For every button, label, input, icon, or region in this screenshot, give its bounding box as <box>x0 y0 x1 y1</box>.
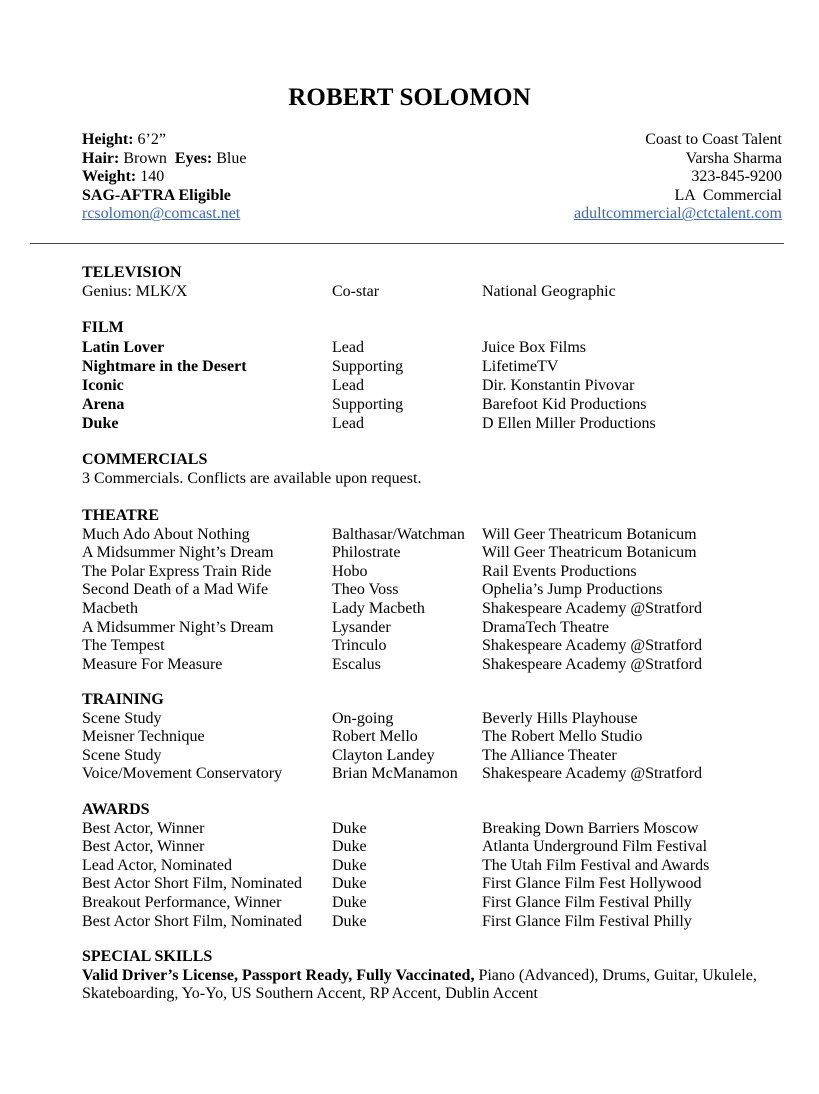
hair-label: Hair: <box>82 149 120 167</box>
credit-company: DramaTech Theatre <box>482 618 609 636</box>
award-festival: Atlanta Underground Film Festival <box>482 838 708 856</box>
eyes-value: Blue <box>212 149 247 167</box>
training-teacher: Clayton Landey <box>332 746 435 764</box>
credit-company: D Ellen Miller Productions <box>482 415 656 433</box>
credit-row <box>82 376 782 395</box>
training-school: Shakespeare Academy @Stratford <box>482 765 702 783</box>
credit-row <box>82 395 782 414</box>
credit-title: Iconic <box>82 377 124 394</box>
credit-role: Supporting <box>332 396 404 414</box>
credit-role: Co-star <box>332 282 380 300</box>
training-class: Voice/Movement Conservatory <box>82 765 283 783</box>
award-festival: First Glance Film Festival Philly <box>482 912 692 930</box>
section-commercials <box>82 451 782 488</box>
credit-role: Philostrate <box>332 544 401 562</box>
credit-title: Macbeth <box>82 599 138 617</box>
credit-role: Supporting <box>332 357 404 375</box>
credit-company: National Geographic <box>482 282 616 300</box>
agency-name: Coast to Coast Talent <box>645 131 782 148</box>
height-label: Height: <box>82 131 134 148</box>
section-heading: THEATRE <box>82 507 160 524</box>
award-project: Duke <box>332 912 367 930</box>
header-divider <box>30 243 784 244</box>
credit-role: Lead <box>332 338 364 356</box>
credit-title: The Polar Express Train Ride <box>82 562 272 580</box>
credit-company: Will Geer Theatricum Botanicum <box>482 525 697 543</box>
training-row <box>82 710 782 729</box>
credit-role: Lady Macbeth <box>332 599 425 617</box>
credit-role: Lead <box>332 377 364 394</box>
credit-title: Nightmare in the Desert <box>82 357 247 375</box>
hair-eyes-line <box>82 150 246 169</box>
section-heading: FILM <box>82 319 124 336</box>
credit-title: A Midsummer Night’s Dream <box>82 618 274 636</box>
section-awards <box>82 801 782 931</box>
eyes-label: Eyes: <box>174 149 213 167</box>
award-name: Best Actor, Winner <box>82 819 205 837</box>
weight-value: 140 <box>136 168 165 186</box>
actor-name: ROBERT SOLOMON <box>288 84 531 111</box>
skills-bold: Valid Driver’s License, Passport Ready, Fully Vaccinated, <box>82 966 475 984</box>
training-teacher: Robert Mello <box>332 728 418 746</box>
award-name: Best Actor Short Film, Nominated <box>82 875 302 893</box>
credit-title: A Midsummer Night’s Dream <box>82 544 274 562</box>
weight-line <box>82 168 246 187</box>
award-project: Duke <box>332 856 367 874</box>
section-film <box>82 319 782 434</box>
section-heading: COMMERCIALS <box>82 451 208 468</box>
height-line <box>82 131 246 150</box>
credit-row <box>82 656 782 675</box>
agency-phone: 323-845-9200 <box>691 168 782 186</box>
credit-title: Latin Lover <box>82 338 165 356</box>
award-name: Best Actor, Winner <box>82 838 205 856</box>
credit-company: Will Geer Theatricum Botanicum <box>482 544 697 562</box>
section-heading: SPECIAL SKILLS <box>82 948 213 965</box>
section-heading: TRAINING <box>82 691 164 708</box>
section-special-skills <box>82 948 782 1004</box>
section-heading: TELEVISION <box>82 264 182 281</box>
height-value: 6’2” <box>133 131 166 148</box>
award-project: Duke <box>332 875 367 893</box>
actor-email-link[interactable]: rcsolomon@comcast.net <box>82 205 241 223</box>
training-school: Beverly Hills Playhouse <box>482 709 638 727</box>
award-row <box>82 875 782 894</box>
credit-title: Measure For Measure <box>82 655 223 673</box>
training-row <box>82 728 782 747</box>
credit-role: Hobo <box>332 562 368 580</box>
union-status: SAG-AFTRA Eligible <box>82 186 231 204</box>
credit-role: Lysander <box>332 618 391 636</box>
section-heading: AWARDS <box>82 801 150 818</box>
credit-row <box>82 581 782 600</box>
agent-name: Varsha Sharma <box>685 149 782 167</box>
training-row <box>82 765 782 784</box>
credit-company: Rail Events Productions <box>482 562 637 580</box>
award-row <box>82 894 782 913</box>
award-festival: The Utah Film Festival and Awards <box>482 856 710 874</box>
credit-row <box>82 619 782 638</box>
award-row <box>82 820 782 839</box>
credit-title: Second Death of a Mad Wife <box>82 581 269 599</box>
credit-company: Barefoot Kid Productions <box>482 396 647 414</box>
award-row <box>82 857 782 876</box>
award-festival: First Glance Film Festival Philly <box>482 893 692 911</box>
credit-row <box>82 357 782 376</box>
credit-company: Juice Box Films <box>482 338 587 356</box>
section-theatre <box>82 507 782 674</box>
actor-stats <box>82 131 246 224</box>
training-row <box>82 747 782 766</box>
credit-title: Duke <box>82 415 119 433</box>
commercials-note: 3 Commercials. Conflicts are available upon request. <box>82 469 422 487</box>
credit-company: Shakespeare Academy @Stratford <box>482 655 702 673</box>
award-project: Duke <box>332 838 367 856</box>
training-class: Scene Study <box>82 746 162 764</box>
credit-row <box>82 637 782 656</box>
credit-role: Balthasar/Watchman <box>332 525 465 543</box>
credit-company: Ophelia’s Jump Productions <box>482 581 663 599</box>
award-name: Best Actor Short Film, Nominated <box>82 912 302 930</box>
skills-text <box>82 967 782 1004</box>
credit-row <box>82 414 782 433</box>
credit-row <box>82 283 782 302</box>
training-teacher: Brian McManamon <box>332 765 458 783</box>
award-row <box>82 838 782 857</box>
training-teacher: On-going <box>332 709 394 727</box>
award-name: Lead Actor, Nominated <box>82 856 232 874</box>
credit-role: Trinculo <box>332 637 387 655</box>
award-project: Duke <box>332 893 367 911</box>
section-television <box>82 264 782 301</box>
training-school: The Alliance Theater <box>482 746 617 764</box>
credit-title: Arena <box>82 396 125 414</box>
credit-company: Shakespeare Academy @Stratford <box>482 637 702 655</box>
credit-company: Dir. Konstantin Pivovar <box>482 377 635 394</box>
award-row <box>82 913 782 932</box>
credit-role: Theo Voss <box>332 581 399 599</box>
section-training <box>82 691 782 784</box>
credit-role: Escalus <box>332 655 381 673</box>
credit-role: Lead <box>332 415 364 433</box>
weight-label: Weight: <box>82 168 137 186</box>
credit-company: LifetimeTV <box>482 357 559 375</box>
award-festival: First Glance Film Fest Hollywood <box>482 875 702 893</box>
award-name: Breakout Performance, Winner <box>82 893 282 911</box>
award-project: Duke <box>332 819 367 837</box>
credit-title: Genius: MLK/X <box>82 282 188 300</box>
training-school: The Robert Mello Studio <box>482 728 643 746</box>
credit-title: The Tempest <box>82 637 165 655</box>
hair-value: Brown <box>119 149 175 167</box>
training-class: Meisner Technique <box>82 728 205 746</box>
agency-email-link[interactable]: adultcommercial@ctctalent.com <box>574 205 782 223</box>
credit-row <box>82 600 782 619</box>
training-class: Scene Study <box>82 709 162 727</box>
credit-row <box>82 563 782 582</box>
agency-department: LA Commercial <box>674 186 782 204</box>
skills-list: Piano (Advanced), Drums, Guitar, Ukulele, Skateboarding, Yo-Yo, US Southern Accent, RP Accent, Dublin Accent <box>82 966 757 1003</box>
credit-company: Shakespeare Academy @Stratford <box>482 599 702 617</box>
agency-contact <box>574 131 782 224</box>
credit-row <box>82 544 782 563</box>
credit-title: Much Ado About Nothing <box>82 525 250 543</box>
credit-row <box>82 526 782 545</box>
award-festival: Breaking Down Barriers Moscow <box>482 819 699 837</box>
credit-row <box>82 338 782 357</box>
